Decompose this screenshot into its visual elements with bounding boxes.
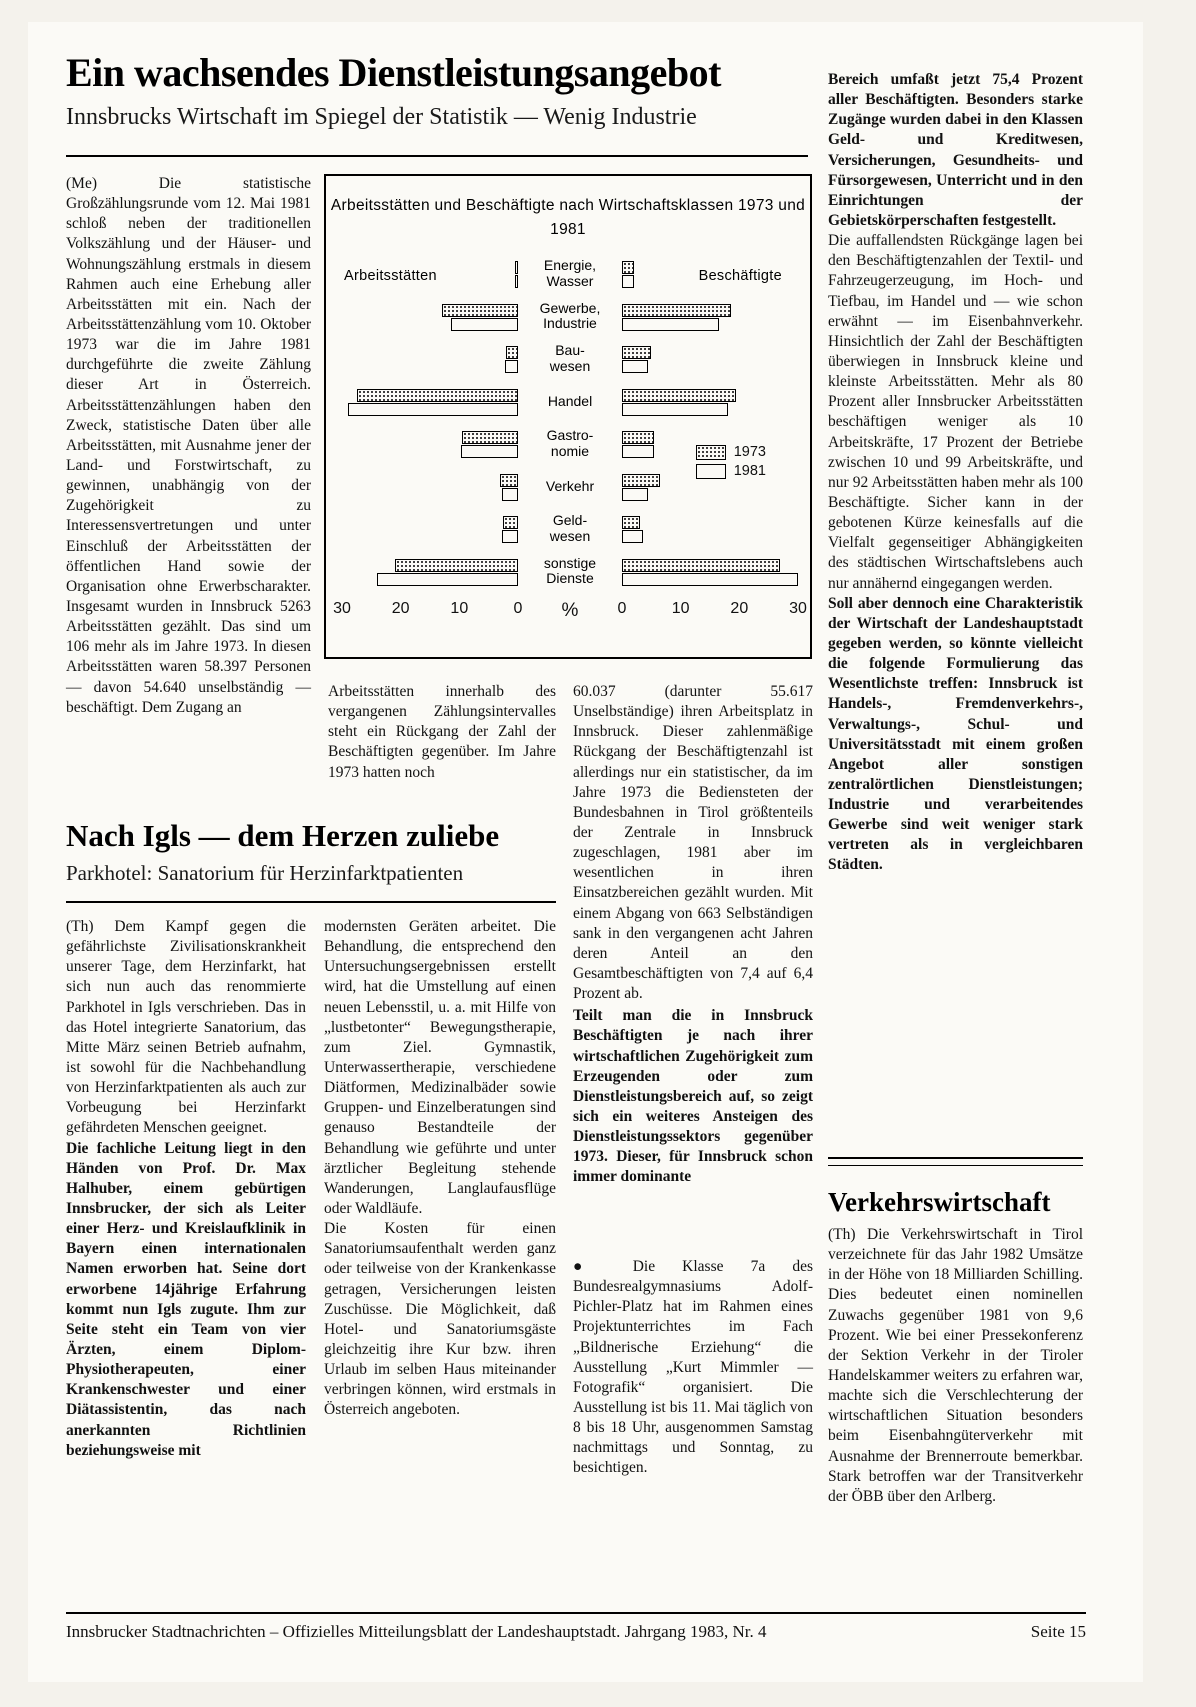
chart-bar	[348, 403, 518, 416]
article1-headline: Ein wachsendes Dienstleistungsangebot	[66, 50, 721, 95]
article1-column-3	[573, 682, 813, 1188]
article1-col3-text-b: Teilt man die in Innsbruck Beschäftigten je nach ihrer wirtschaftlichen Zugehörigkeit zum Erzeugenden oder zum Dienstleistungsbereich auf, so zeigt sich ein weiteres Ansteigen des Dienstleistungssektors gegenüber 1973. Dieser, für Innsbruck schon immer dominante	[573, 1007, 813, 1186]
article4-text: (Th) Die Verkehrswirtschaft in Tirol verzeichnete für das Jahr 1982 Umsätze in der Höhe von 18 Milliarden Schilling. Dies bedeutet einen nominellen Zuwachs gegenüber 1981 von 9,6 Prozent. Wie bei einer Pressekonferenz der Sektion Verkehr in der Tiroler Handelskammer weiters zu erfahren war, machte sich die Verschlechterung der wirtschaftlichen Situation besonders beim Eisenbahngüterverkehr mit Ausnahme der Brennerroute bemerkbar. Stark betroffen war der Transitverkehr der ÖBB über den Arlberg.	[828, 1226, 1083, 1505]
chart-bar	[622, 261, 634, 274]
article1-column-2	[328, 682, 556, 783]
chart-container	[324, 174, 812, 659]
article2-divider	[66, 901, 556, 903]
chart-axis-tick: 20	[730, 600, 749, 617]
article1-col2-text: Arbeitsstätten innerhalb des vergangenen Zählungsintervalles steht ein Rückgang der Zahl der Beschäftigten gegenüber. Im Jahre 1973 hatten noch	[328, 683, 556, 781]
chart-bar	[622, 488, 648, 501]
chart-bar	[622, 275, 634, 288]
legend-item-1981	[696, 463, 766, 479]
chart-bar	[462, 431, 518, 444]
chart-bar	[622, 573, 798, 586]
chart-category-label: Handel	[518, 394, 622, 410]
chart-x-axis	[333, 600, 807, 626]
chart-title: Arbeitsstätten und Beschäftigte nach Wirtschaftsklassen 1973 und 1981	[330, 197, 806, 239]
article1-colr-text-c: Soll aber dennoch eine Charakteristik der Wirtschaft der Landeshauptstadt gegeben werden, so könnte vielleicht die folgende Formulierung das Wesentlichste treffen: Innsbruck ist Handels-, Fremdenverkehrs-, Verwaltungs-, Schul- und Universitätsstadt mit einem großen Angebot aller sonstigen zentralörtlichen Dienstleistungen; Industrie und verarbeitendes Gewerbe sind weit weniger stark vertreten als in vergleichbaren Städten.	[828, 594, 1083, 874]
article2-column-1	[66, 917, 306, 1461]
chart-category-label: sonstige Dienste	[518, 556, 622, 587]
article2-col1-text-a: (Th) Dem Kampf gegen die gefährlichste Zivilisationskrankheit unserer Tage, dem Herzinfarkt, hat sich nun auch das renommierte Parkhotel in Igls verschrieben. Das in das Hotel integrierte Sanatorium, das Mitte März seinen Betrieb aufnahm, ist sowohl für die Nachbehandlung von Herzinfarktpatienten als auch zur Vorbeugung bei Herzinfarkt gefährdeten Menschen geeignet.	[66, 918, 306, 1137]
article2-col2-text-b: Die Kosten für einen Sanatoriumsaufenthalt werden ganz oder teilweise von der Krankenkasse getragen, Versicherungen leisten Zuschüsse. Die Möglichkeit, daß Hotel- und Sanatoriumsgäste gleichzeitig ihre Kur bzw. ihren Urlaub im selben Haus miteinander verbringen können, wird erstmals in Österreich angeboten.	[324, 1220, 556, 1419]
header-divider	[66, 155, 808, 157]
chart-category-label: Bau- wesen	[518, 343, 622, 374]
article2-subheadline: Parkhotel: Sanatorium für Herzinfarktpatienten	[66, 861, 464, 885]
chart-bar	[395, 559, 518, 572]
chart-bar	[502, 530, 518, 543]
article2-col2-text: modernsten Geräten arbeitet. Die Behandlung, die entsprechend den Untersuchungsergebnissen erstellt wird, hat die Umstellung auf einen neuen Lebensstil, u. a. mit Hilfe von „lustbetonter“ Bewegungstherapie, zum Ziel. Gymnastik, Unterwassertherapie, verschiedene Diätformen, Medizinalbäder sowie Gruppen- und Einzelberatungen sind genauso Bestandteile der Behandlung wie geführte und unter ärztlicher Begleitung stehende Wanderungen, Langlaufausflüge oder Waldläufe.	[324, 918, 556, 1217]
chart-bar	[503, 516, 518, 529]
chart-bar	[622, 304, 731, 317]
chart-category-label: Gastro- nomie	[518, 428, 622, 459]
legend-label-1981: 1981	[733, 463, 766, 479]
chart-right-axis-label: Beschäftigte	[698, 268, 782, 284]
chart-bar	[622, 530, 643, 543]
footer-page-number: Seite 15	[1030, 1622, 1086, 1641]
chart-axis-tick: 20	[391, 600, 410, 617]
article1-col3-text-a: 60.037 (darunter 55.617 Unselbständige) ihren Arbeitsplatz in Innsbruck. Dieser zahlenmäßige Rückgang der Beschäftigtenzahl ist allerdings nur ein statistischer, da im Jahre 1973 die Bediensteten der Bundesbahnen in Tirol größtenteils der Zentrale in Innsbruck zugeschlagen, 1981 aber im wesentlichen in ihren Einsatzbereichen gezählt wurden. Mit einem Abgang von 663 Selbständigen sank in den vergangenen acht Jahren deren Anteil an den Gesamtbeschäftigten von 7,4 auf 6,4 Prozent ab.	[573, 683, 813, 1003]
article4-text-column	[828, 1225, 1083, 1507]
newspaper-page	[28, 22, 1143, 1682]
chart-axis-tick: 0	[617, 600, 627, 617]
legend-swatch-hatched	[696, 445, 726, 460]
legend-label-1973: 1973	[733, 444, 766, 460]
article1-colr-text-a: Bereich umfaßt jetzt 75,4 Prozent aller Beschäftigten. Besonders starke Zugänge wurden dabei in den Klassen Geld- und Kreditwesen, Versicherungen, Gesundheits- und Fürsorgewesen, Unterricht und in den Einrichtungen der Gebietskörperschaften festgestellt.	[828, 71, 1083, 229]
chart-bar	[622, 346, 651, 359]
chart-bar	[461, 445, 518, 458]
chart-bar	[451, 318, 518, 331]
chart-bar	[442, 304, 518, 317]
chart-bar	[377, 573, 518, 586]
footer-left-text: Innsbrucker Stadtnachrichten – Offizielles Mitteilungsblatt der Landeshauptstadt. Jahrgang 1983, Nr. 4	[66, 1622, 767, 1641]
chart-bar	[622, 360, 648, 373]
chart-bar	[502, 488, 518, 501]
chart-legend	[696, 444, 766, 482]
chart-percent-sign: %	[561, 600, 579, 621]
footer-divider	[66, 1612, 1086, 1614]
article1-header	[66, 52, 806, 131]
notice-block	[573, 1257, 813, 1479]
chart-bar	[622, 403, 728, 416]
chart-bar	[622, 559, 780, 572]
chart-bar	[505, 360, 518, 373]
article2-header	[66, 818, 556, 886]
chart-left-axis-label: Arbeitsstätten	[344, 268, 437, 284]
article1-colr-text-b: Die auffallendsten Rückgänge lagen bei den Beschäftigtenzahlen der Textil- und Fahrzeugerzeugung, im Hoch- und Tiefbau, im Handel und — wie schon erwähnt — im Eisenbahnverkehr. Hinsichtlich der Zahl der Beschäftigten überwiegen in Innsbruck kleine und kleinste Arbeitsstätten. Mehr als 80 Prozent aller Innsbrucker Arbeitsstätten beschäftigen weniger als 10 Arbeitskräfte, 17 Prozent der Betriebe zwischen 10 und 99 Arbeitskräfte, und nur 92 Arbeitsstätten haben mehr als 100 Beschäftigte. Sicher kann in der gebotenen Kürze keinesfalls auf die Vielfalt gegenseitiger Abhängigkeiten des städtischen Wirtschaftslebens auch nur annähernd eingegangen werden.	[828, 232, 1083, 592]
article1-subheadline: Innsbrucks Wirtschaft im Spiegel der Statistik — Wenig Industrie	[66, 104, 697, 130]
chart-bar	[622, 445, 654, 458]
chart-plot-area	[342, 254, 798, 594]
article4-headline: Verkehrswirtschaft	[828, 1187, 1051, 1217]
article1-right-column	[828, 70, 1083, 876]
legend-swatch-plain	[696, 464, 726, 479]
notice-text: ● Die Klasse 7a des Bundesrealgymnasiums Adolf-Pichler-Platz hat im Rahmen eines Projektunterrichtes im Fach „Bildnerische Erziehung“ die Ausstellung „Kurt Mimmler — Fotografik“ organisiert. Die Ausstellung ist bis 11. Mai täglich von 8 bis 18 Uhr, ausgenommen Samstag nachmittags und Sonntag, zu besichtigen.	[573, 1258, 813, 1477]
article2-headline: Nach Igls — dem Herzen zuliebe	[66, 818, 500, 853]
chart-axis-tick: 0	[513, 600, 523, 617]
chart-bar	[622, 516, 640, 529]
chart-axis-tick: 10	[450, 600, 469, 617]
article1-column-1	[66, 174, 311, 718]
article4-divider-bottom	[828, 1165, 1083, 1166]
article2-column-2	[324, 917, 556, 1421]
chart-category-label: Verkehr	[518, 479, 622, 495]
chart-bar	[357, 389, 518, 402]
chart-bar	[622, 431, 654, 444]
chart-axis-tick: 10	[671, 600, 690, 617]
chart-bar	[622, 389, 736, 402]
chart-bar	[500, 474, 518, 487]
chart-axis-tick: 30	[333, 600, 351, 617]
article4-divider-top	[828, 1157, 1083, 1159]
chart-bar	[622, 318, 719, 331]
chart-category-label: Gewerbe, Industrie	[518, 301, 622, 332]
article1-col1-text: (Me) Die statistische Großzählungsrunde vom 12. Mai 1981 schloß neben der traditionellen Volkszählung und der Häuser- und Wohnungszählung erstmals in diesem Rahmen auch eine Erhebung aller Arbeitsstätten mit ein. Nach der Arbeitsstättenzählung vom 10. Oktober 1973 war die im Jahre 1981 durchgeführte die zweite Zählung dieser Art in Österreich. Arbeitsstättenzählungen haben den Zweck, statistische Daten über alle Arbeitsstätten, mit Ausnahme jener der Land- und Forstwirtschaft, zu gewinnen, unabhängig von der Zugehörigkeit zu Interessensvertretungen und unter Einschluß der Arbeitsstätten der öffentlichen Hand sowie der Organisation ohne Erwerbscharakter. Insgesamt wurden in Innsbruck 5263 Arbeitsstätten gezählt. Das sind um 106 mehr als im Jahre 1973. In diesen Arbeitsstätten waren 58.397 Personen — davon 54.640 unselbständig — beschäftigt. Dem Zugang an	[66, 175, 311, 716]
page-footer	[66, 1622, 1086, 1642]
chart-axis-tick: 30	[789, 600, 807, 617]
article2-col1-text-b: Die fachliche Leitung liegt in den Händen von Prof. Dr. Max Halhuber, einem gebürtigen Innsbrucker, der sich als Leiter einer Herz- und Kreislaufklinik in Bayern einen internationalen Namen erworben hat. Seine dort erworbene 14jährige Erfahrung kommt nun Igls zugute. Ihm zur Seite steht ein Team von vier Ärzten, einem Diplom-Physiotherapeuten, einer Krankenschwester und einer Diätassistentin, das nach anerkannten Richtlinien beziehungsweise mit	[66, 1139, 306, 1459]
legend-item-1973	[696, 444, 766, 460]
chart-category-label: Geld- wesen	[518, 513, 622, 544]
chart-bar	[622, 474, 660, 487]
chart-bar	[506, 346, 518, 359]
chart-category-label: Energie, Wasser	[518, 258, 622, 289]
